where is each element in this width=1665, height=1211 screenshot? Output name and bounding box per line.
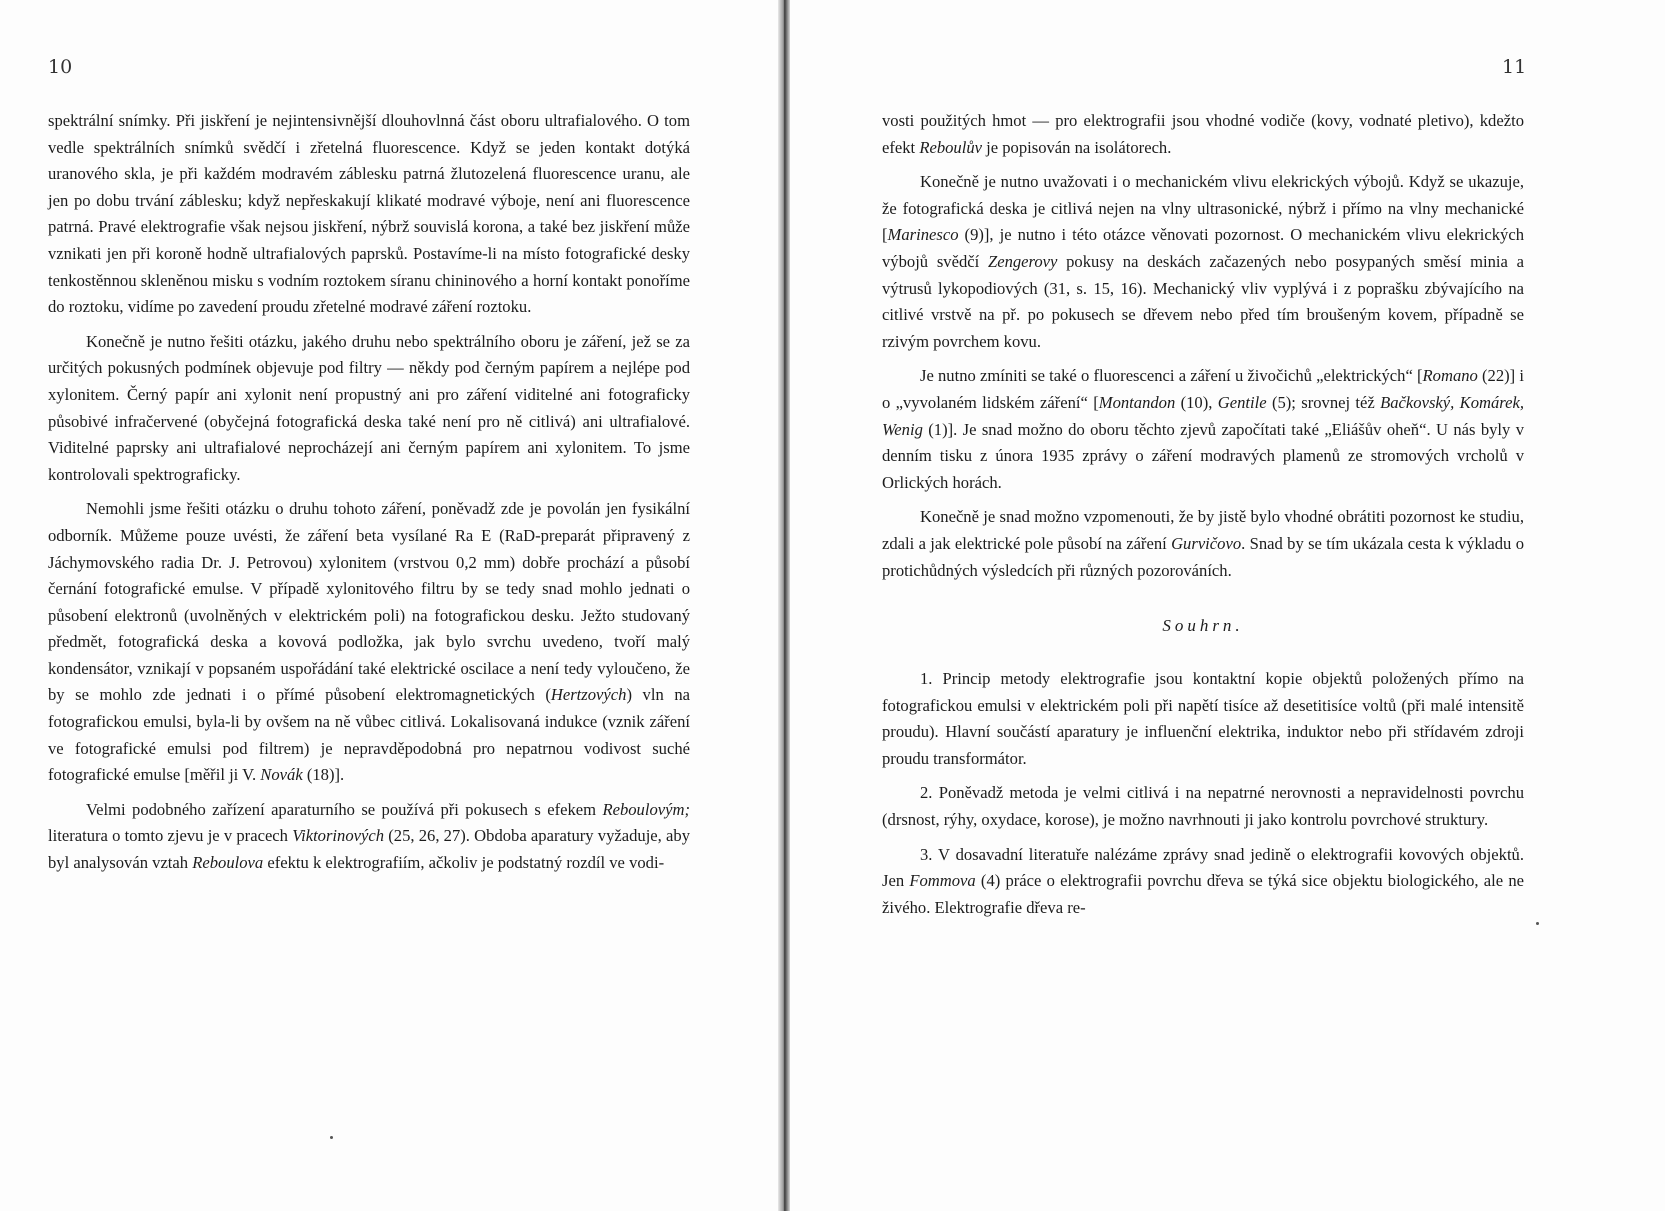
text-run: 3. V dosavadní literatuře nalézáme zprávy snad jedině o elektrografii kovových objektů. Jen <box>882 844 1524 891</box>
italic-run: Montandon <box>1098 392 1176 412</box>
summary-paragraph <box>882 780 1524 833</box>
book-gutter <box>778 0 790 1211</box>
paragraph <box>48 496 690 789</box>
italic-run: Reboulovým; <box>602 799 690 819</box>
scan-speck <box>1536 922 1539 925</box>
text-run: je popisován na isolátorech. <box>981 137 1172 157</box>
paragraph <box>882 169 1524 355</box>
text-run: . Snad by se tím ukázala cesta k výkladu o protichůdných výsledcích při různých pozorováních. <box>882 533 1524 580</box>
left-page-body <box>48 108 690 885</box>
italic-run: Bačkovský, Komárek, Wenig <box>882 392 1524 439</box>
text-run: 2. Poněvadž metoda je velmi citlivá i na nepatrné nerovnosti a nepravidelnosti povrchu (drsnost, rýhy, oxydace, korose), je možno navrhnouti ji jako kontrolu povrchové struktury. <box>882 783 1524 830</box>
page-number: 11 <box>1502 56 1527 78</box>
summary-paragraph <box>882 666 1524 772</box>
summary-heading: Souhrn. <box>1162 616 1244 636</box>
right-page-body <box>882 108 1524 929</box>
paragraph <box>48 797 690 877</box>
italic-run: Fommova <box>909 871 976 891</box>
text-run: spektrální snímky. Při jiskření je nejintensivnější dlouhovlnná část oboru ultrafialového. O tom vedle spektrálních snímků svědčí i zřetelná fluorescence. Když se jeden kontakt dotýká uranového skla, je při každém modravém záblesku patrná žlutozelená fluorescence uranu, ale jen po dobu trvání záblesku; když nepřeskakují klikaté modravé výboje, není ani fluorescence patrná. Pravé elektrografie však nejsou jiskření, nýbrž souvislá korona, a také bez jiskření může vznikati jen při koroně hodně ultrafialových paprsků. Postavíme-li na místo fotografické desky tenkostěnnou skleněnou misku s vodním roztokem síranu chininového a horní kontakt ponoříme do roztoku, vidíme po zavedení proudu zřetelné modravé záření roztoku. <box>48 111 690 317</box>
italic-run: Novák <box>260 765 303 785</box>
italic-run: Gentile <box>1217 392 1267 412</box>
text-run: (25, 26, 27). Obdoba aparatury vyžaduje, aby byl analysován vztah <box>48 826 690 873</box>
text-run: 1. Princip metody elektrografie jsou kontaktní kopie objektů položených přímo na fotografickou emulsi v elektrickém poli při napětí tisíce až desetitisíce voltů (při malé intensitě proudu). Hlavní součástí aparatury je influenční elektrika, induktor nebo při střídavém zdroji proudu transformátor. <box>882 669 1524 768</box>
text-run: vosti použitých hmot — pro elektrografii jsou vhodné vodiče (kovy, vodnaté pletivo), kdežto efekt <box>882 111 1524 157</box>
italic-run: Viktorinových <box>292 826 385 846</box>
text-run: (22)] i o „vyvolaném lidském záření“ [ <box>882 366 1524 412</box>
text-run: Nemohli jsme řešiti otázku o druhu tohoto záření, poněvadž zde je povolán jen fysikální odborník. Můžeme pouze uvésti, že záření beta vysílané Ra E (RaD-preparát připravený z Jáchymovského radia Dr. J. Petrovou) xylonitem (vrstvou 0,2 mm) dobře prochází a působí černání fotografické emulse. V případě xylonitového filtru by se tedy snad mohlo jednati o působení elektronů (uvolněných v elektrickém poli) na fotografickou desku. Ježto studovaný předmět, fotografická deska a kovová podložka, jak bylo svrchu uvedeno, tvoří malý kondensátor, vznikají v popsaném uspořádání také elektrické oscilace a není tedy vyloučeno, že by se mohlo zde jednati i o přímé působení elektromagnetických ( <box>48 499 690 705</box>
paragraph <box>882 108 1524 161</box>
paragraph <box>48 108 690 321</box>
text-run: efektu k elektrografiím, ačkoliv je podstatný rozdíl ve vodi- <box>263 853 665 873</box>
scan-speck <box>330 1136 333 1139</box>
page-number: 10 <box>48 56 73 78</box>
text-run: literatura o tomto zjevu je v pracech <box>48 826 293 846</box>
text-run: (5); srovnej též <box>1266 392 1381 412</box>
text-run: pokusy na deskách začazených nebo posypaných směsí minia a výtrusů lykopodiových (31, s. 15, 16). Mechanický vliv vyplývá i z poprašku zbývajícího na citlivé vrstvě na př. po pokusech se dřevem nebo před tím broušeným kovem, případně se rzivým povrchem kovu. <box>882 251 1524 351</box>
text-run: (18)]. <box>302 765 345 785</box>
text-run: (9)], je nutno i této otázce věnovati pozornost. O mechanickém vlivu elekrických výbojů svědčí <box>882 225 1524 271</box>
text-run: (10), <box>1175 392 1218 412</box>
text-run: ) vln na fotografickou emulsi, byla-li by ovšem na ně vůbec citlivá. Lokalisovaná indukce (vznik záření ve fotografické emulsi pod filtrem) je nepravděpodobná pro nepatrnou vodivost suché fotografické emulse [měřil ji V. <box>48 685 690 785</box>
italic-run: Romano <box>1422 366 1478 386</box>
text-run: (4) práce o elektrografii povrchu dřeva se týká sice objektu biologického, ale ne živého. Elektrografie dřeva re- <box>882 871 1524 917</box>
italic-run: Reboulův <box>919 137 982 157</box>
italic-run: Marinesco <box>887 225 959 245</box>
italic-run: Gurvičovo <box>1171 533 1242 553</box>
italic-run: Zengerovy <box>987 251 1058 271</box>
paragraph <box>882 504 1524 584</box>
paragraph <box>882 363 1524 496</box>
text-run: Konečně je nutno řešiti otázku, jakého druhu nebo spektrálního oboru je záření, jež se za určitých pokusných podmínek objevuje pod filtry — někdy pod černým papírem a nejlépe pod xylonitem. Černý papír ani xylonit není propustný ani pro záření viditelné ani fotograficky působivé infračervené (obyčejná fotografická deska také není pro ně citlivá) ani ultrafialové. Viditelné paprsky ani ultrafialové neprocházejí ani černým papírem ani xylonitem. To jsme kontrolovali spektrograficky. <box>48 331 690 484</box>
right-page <box>790 0 1665 1211</box>
text-run: Konečně je nutno uvažovati i o mechanickém vlivu elekrických výbojů. Když se ukazuje, že fotografická deska je citlivá nejen na vlny ultrasonické, nýbrž i přímo na vlny mechanické [ <box>882 172 1524 245</box>
text-run: Velmi podobného zařízení aparaturního se používá při pokusech s efekem <box>86 799 603 819</box>
text-run: (1)]. Je snad možno do oboru těchto zjevů započítati také „Eliášův oheň“. U nás byly v denním tisku z února 1935 zprávy o záření modravých plamenů ze stromových vrcholů v Orlických horách. <box>882 419 1524 492</box>
italic-run: Reboulova <box>192 853 264 873</box>
summary-paragraph <box>882 842 1524 922</box>
left-page <box>0 0 778 1211</box>
text-run: Konečně je snad možno vzpomenouti, že by jistě bylo vhodné obrátiti pozornost ke studiu, zdali a jak elektrické pole působí na záření <box>882 507 1524 553</box>
italic-run: Hertzových <box>550 685 627 705</box>
text-run: Je nutno zmíniti se také o fluorescenci a záření u živočichů „elektrických“ [ <box>920 366 1423 386</box>
paragraph <box>48 329 690 489</box>
